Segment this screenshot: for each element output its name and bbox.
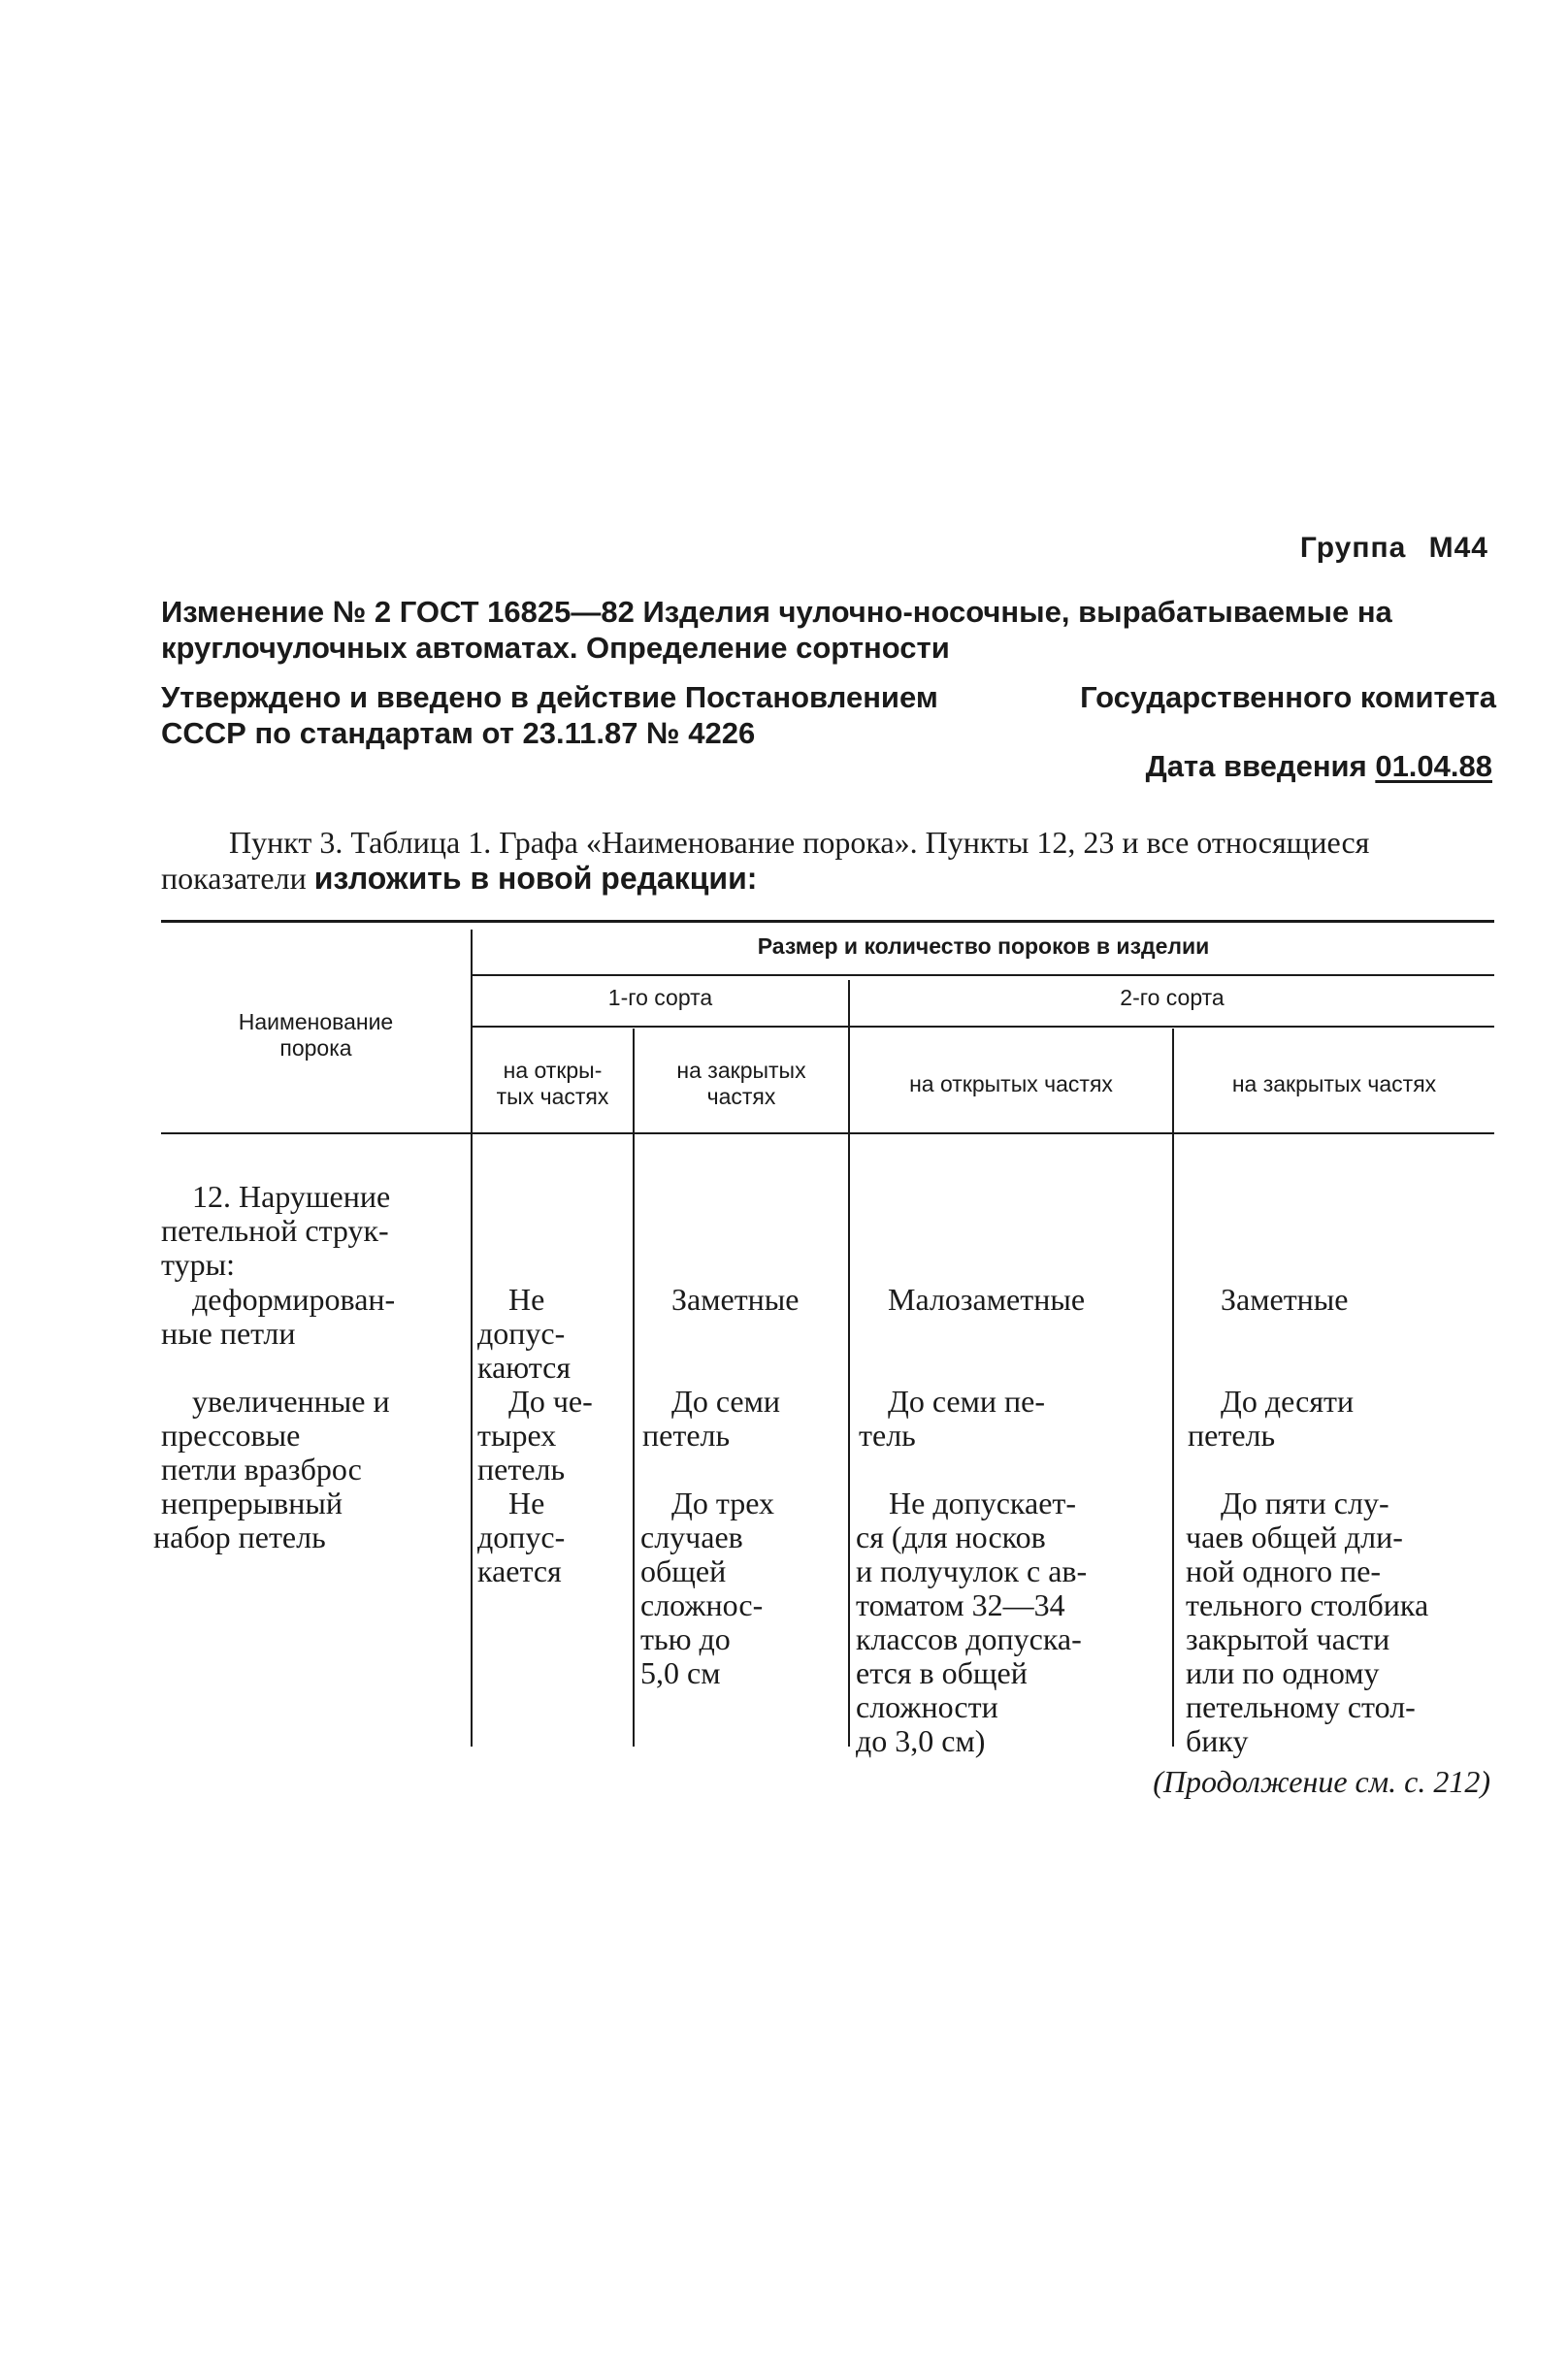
- row-2-g1-closed: До семи петель: [642, 1384, 780, 1453]
- g1-closed-header-1: на закрытых: [676, 1058, 806, 1083]
- row-3-g2-open: Не допускает- ся (для носков и получулок с ав- томатом 32—34 классов допуска- ется в общей сложности до 3,0 см): [856, 1486, 1088, 1758]
- row-12-title: 12. Нарушение петельной струк- туры:: [161, 1179, 391, 1282]
- table-top-rule: [161, 920, 1494, 923]
- g2-closed-header: на закрытых частях: [1231, 1071, 1437, 1096]
- g1-open-header-2: тых частях: [496, 1084, 609, 1109]
- approval-line-2: СССР по стандартам от 23.11.87 № 4226: [161, 716, 756, 750]
- intro-bold: изложить в новой редакции:: [313, 861, 758, 896]
- g1-closed-header: [635, 1058, 848, 1110]
- group-code: Группа М44: [1299, 532, 1488, 564]
- intro-paragraph: [161, 825, 1492, 897]
- row-3-g1-open: Не допус- кается: [477, 1486, 566, 1588]
- col-header-defect-name: [161, 1009, 471, 1062]
- row-2-g1-open: До че- тырех петель: [477, 1384, 593, 1487]
- title-line-2: круглочулочных автоматах. Определение сортности: [161, 631, 950, 665]
- intro-text: Пункт 3. Таблица 1. Графа «Наименование порока». Пункты 12, 23 и все относящиеся показатели: [161, 825, 1370, 896]
- grade-header-rule: [473, 1026, 1494, 1028]
- row-1-name: деформирован- ные петли: [161, 1282, 396, 1351]
- effective-date: [1146, 749, 1492, 784]
- row-2-name: увеличенные и прессовые петли вразброс: [161, 1384, 390, 1487]
- vline-name: [471, 930, 473, 1747]
- approval-line-1b: Государственного комитета: [1080, 680, 1496, 714]
- row-1-g1-open: Не допус- каются: [477, 1282, 572, 1385]
- approval-note: [161, 679, 1496, 751]
- header-bottom-rule: [161, 1132, 1494, 1134]
- grade-1-header: 1-го сорта: [607, 985, 713, 1010]
- title-line-1: Изменение № 2 ГОСТ 16825—82 Изделия чулочно-носочные, вырабатываемые на: [161, 595, 1392, 629]
- row-2-g2-closed: До десяти петель: [1188, 1384, 1355, 1453]
- row-3-g2-closed: До пяти слу- чаев общей дли- ной одного пе- тельного столбика закрытой части или по одному петельному стол- бику: [1186, 1486, 1429, 1758]
- g1-open-header: [473, 1058, 633, 1110]
- g1-open-header-1: на откры-: [503, 1058, 603, 1083]
- col-header-name-1: Наименование: [238, 1009, 394, 1034]
- document-title: [161, 594, 1496, 666]
- row-2-g2-open: До семи пе- тель: [859, 1384, 1045, 1453]
- date-label: Дата введения: [1145, 749, 1376, 783]
- grade-2-header: 2-го сорта: [1120, 985, 1225, 1010]
- group-header-rule: [473, 974, 1494, 976]
- approval-line-1a: Утверждено и введено в действие Постановлением: [161, 680, 938, 714]
- g2-open-header: на открытых частях: [909, 1071, 1113, 1096]
- row-3-name: непрерывный набор петель: [153, 1486, 343, 1554]
- vline-g2-mid: [1172, 1029, 1174, 1747]
- date-value: 01.04.88: [1375, 749, 1492, 783]
- g1-closed-header-2: частях: [706, 1084, 776, 1109]
- row-1-g2-closed: Заметные: [1221, 1282, 1349, 1317]
- vline-g1-mid: [633, 1029, 635, 1747]
- continuation-note: (Продолжение см. с. 212): [1153, 1764, 1490, 1799]
- col-header-name-2: порока: [279, 1035, 352, 1061]
- group-header: Размер и количество пороков в изделии: [757, 933, 1210, 959]
- row-3-g1-closed: До трех случаев общей сложнос- тью до 5,0 см: [640, 1486, 774, 1690]
- row-1-g1-closed: Заметные: [671, 1282, 800, 1317]
- row-1-g2-open: Малозаметные: [888, 1282, 1086, 1317]
